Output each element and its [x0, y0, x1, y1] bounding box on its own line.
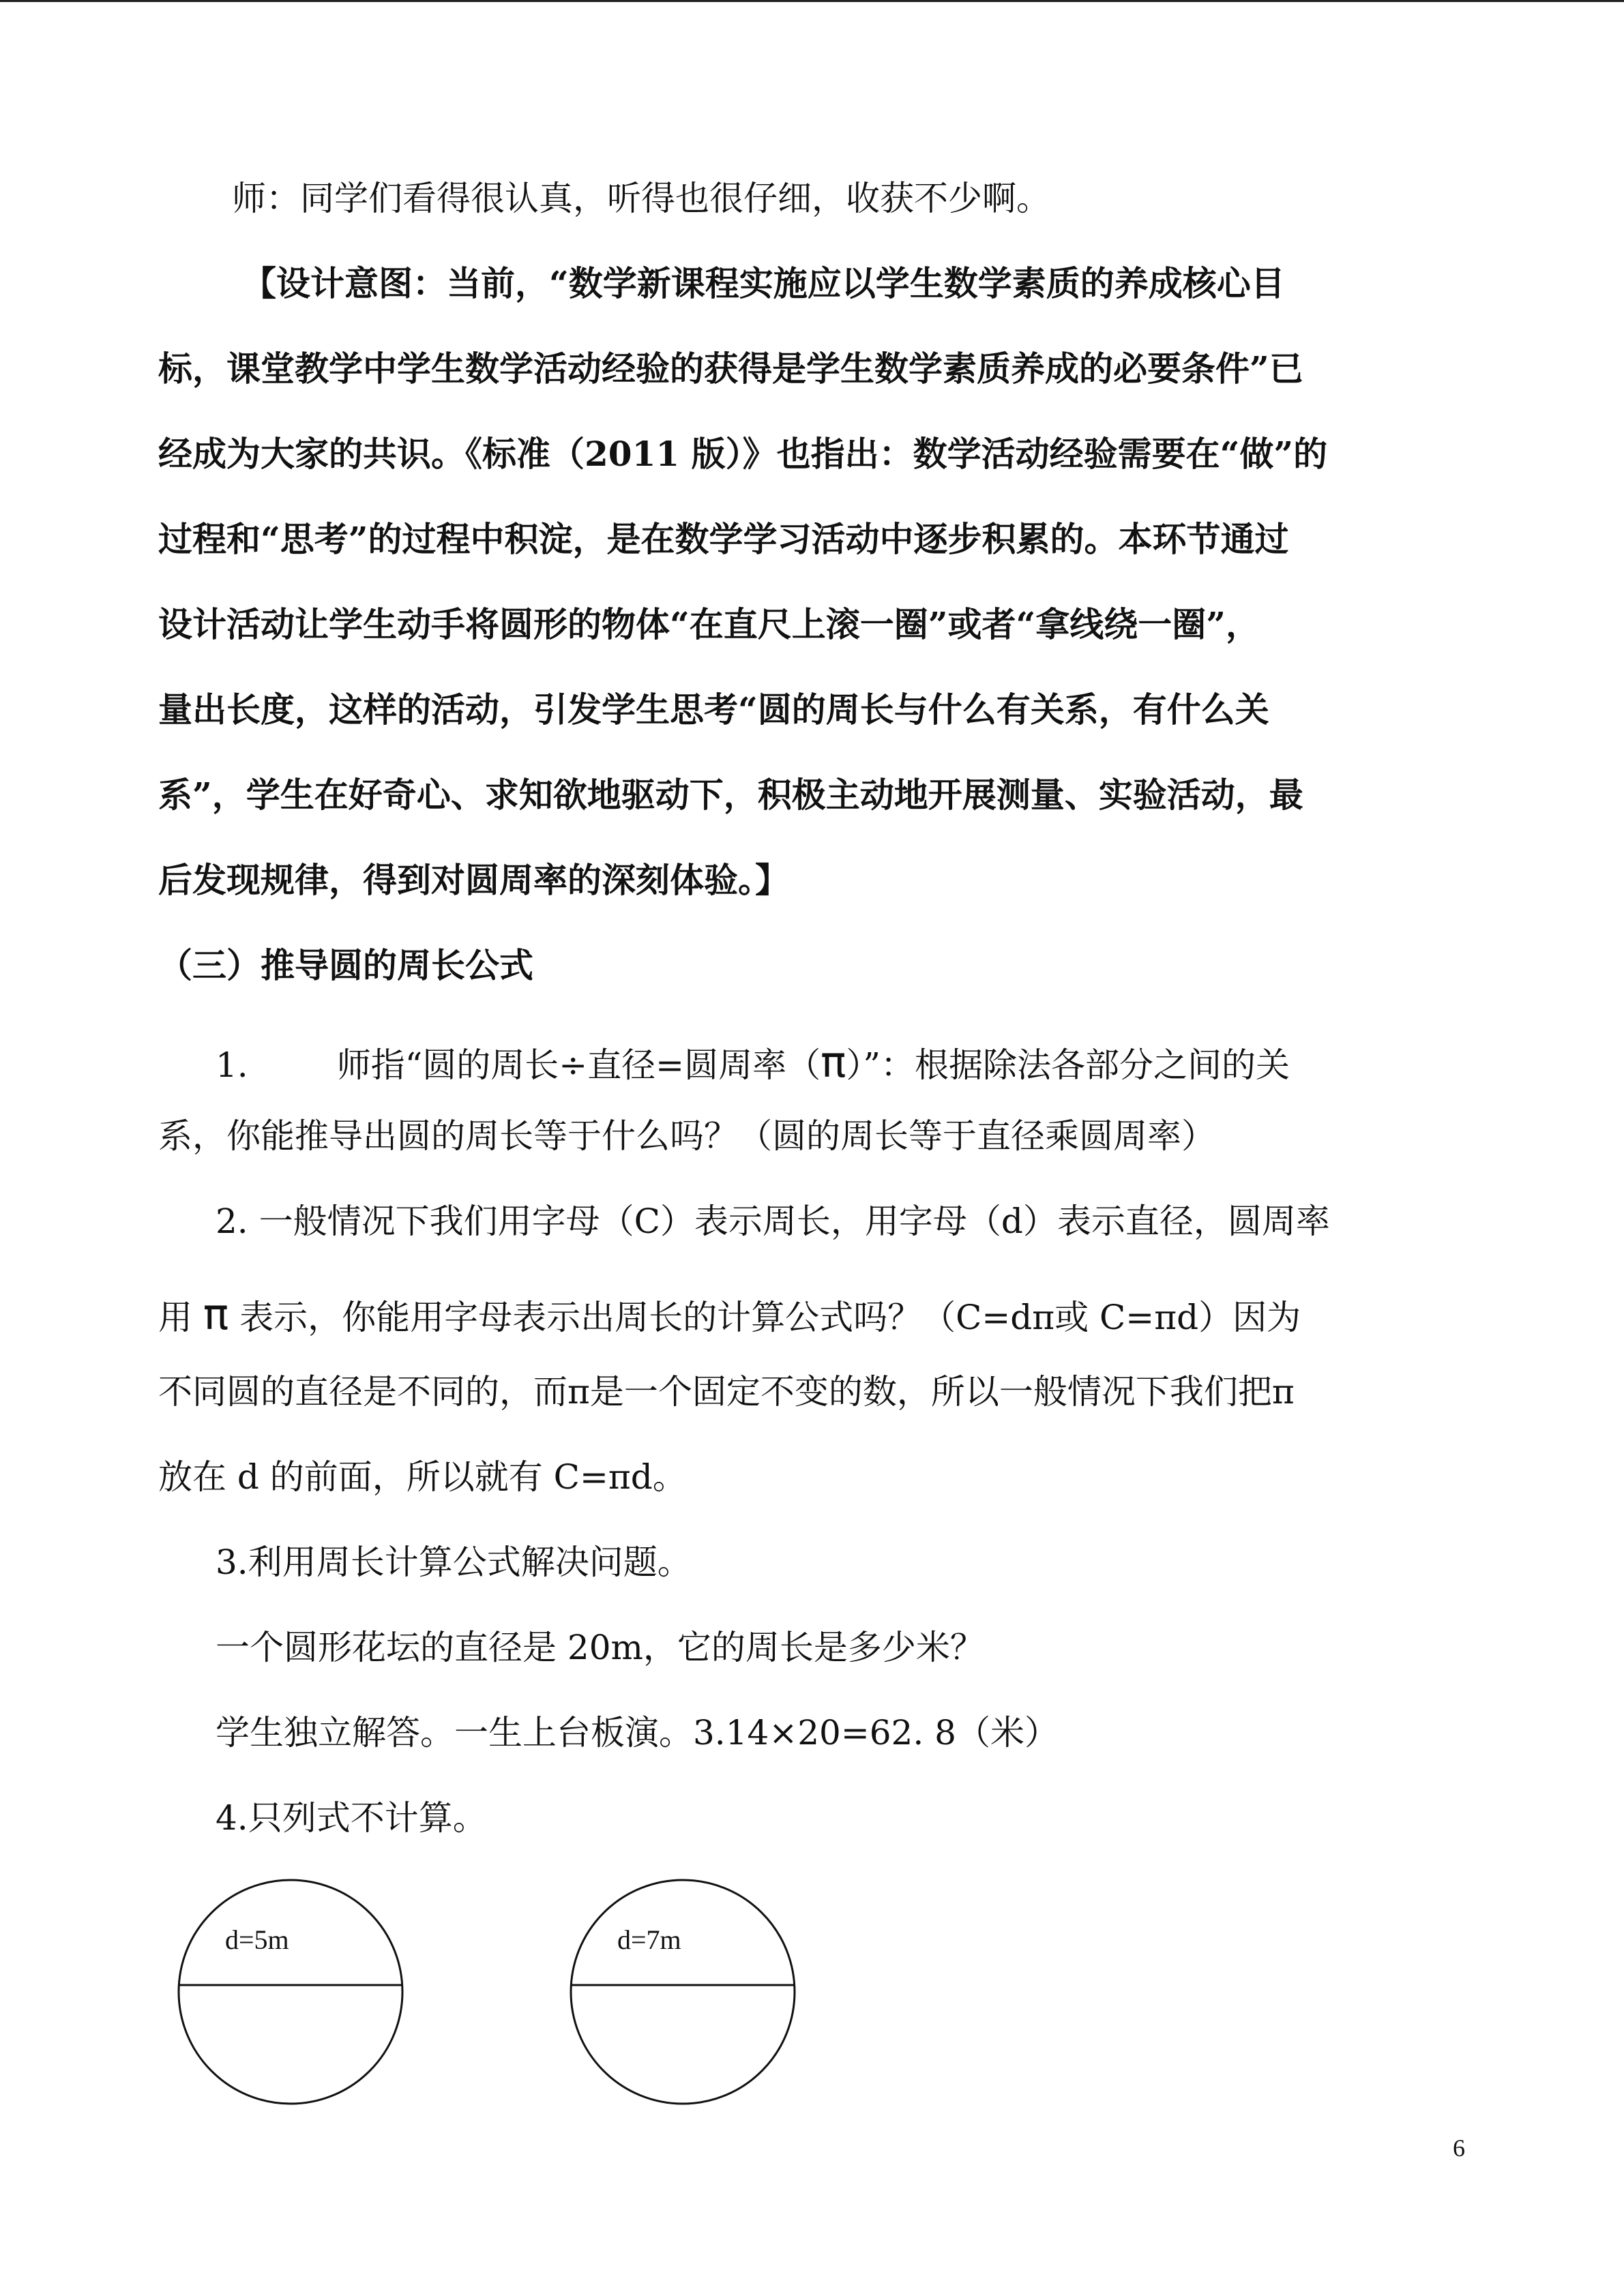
design-intent-line-1: 【设计意图：当前，“数学新课程实施应以学生数学素质的养成核心目 [242, 263, 1285, 303]
item-3-title: 3.利用周长计算公式解决问题。 [216, 1542, 692, 1582]
item-2-text-b: 表示，你能用字母表示出周长的计算公式吗？（C=dπ或 C=πd）因为 [239, 1298, 1301, 1337]
item-2-line-1: 2. 一般情况下我们用字母（C）表示周长，用字母（d）表示直径，圆周率 [216, 1202, 1330, 1241]
pi-symbol: π [821, 1037, 846, 1087]
item-2-text-a: 用 [158, 1298, 192, 1337]
item-2-line-2 [158, 1289, 1495, 1339]
design-intent-line-8: 后发现规律，得到对圆周率的深刻体验。】 [158, 860, 789, 900]
page-number: 6 [1453, 2134, 1465, 2162]
item-1-number: 1. [216, 1045, 248, 1085]
item-1-line-2: 系，你能推导出圆的周长等于什么吗？（圆的周长等于直径乘圆周率） [158, 1116, 1215, 1156]
item-1-text-a: 师指“圆的周长÷直径=圆周率（ [336, 1045, 821, 1085]
design-intent-line-2: 标，课堂教学中学生数学活动经验的获得是学生数学素质养成的必要条件”已 [158, 348, 1303, 389]
circle-1-shape [176, 1877, 405, 2106]
item-3-answer: 学生独立解答。一生上台板演。3.14×20=62. 8（米） [216, 1713, 1059, 1753]
design-intent-line-6: 量出长度，这样的活动，引发学生思考“圆的周长与什么有关系，有什么关 [158, 689, 1269, 730]
item-1-text-b: ）”：根据除法各部分之间的关 [846, 1045, 1290, 1085]
item-2-line-3: 不同圆的直径是不同的，而π是一个固定不变的数，所以一般情况下我们把π [158, 1372, 1295, 1412]
design-intent-line-4: 过程和“思考”的过程中积淀，是在数学学习活动中逐步积累的。本环节通过 [158, 519, 1289, 559]
item-4-title: 4.只列式不计算。 [216, 1798, 487, 1838]
pi-symbol: π [203, 1289, 229, 1339]
diameter-label-2: d=7m [617, 1924, 681, 1955]
circle-2-shape [568, 1877, 797, 2106]
item-1-line-1 [216, 1037, 1498, 1087]
diameter-label-1: d=5m [225, 1924, 289, 1955]
design-intent-line-3: 经成为大家的共识。《标准（2011 版）》也指出：数学活动经验需要在“做”的 [158, 434, 1328, 474]
section-heading: （三）推导圆的周长公式 [158, 945, 533, 985]
circle-diagram-1 [176, 1877, 405, 2106]
design-intent-line-7: 系”，学生在好奇心、求知欲地驱动下，积极主动地开展测量、实验活动，最 [158, 775, 1303, 815]
design-intent-line-5: 设计活动让学生动手将圆形的物体“在直尺上滚一圈”或者“拿线绕一圈”， [158, 604, 1260, 644]
teacher-remark: 师：同学们看得很认真，听得也很仔细，收获不少啊。 [232, 179, 1050, 218]
item-3-problem: 一个圆形花坛的直径是 20m，它的周长是多少米？ [216, 1628, 984, 1667]
circle-diagram-2 [568, 1877, 797, 2106]
item-2-line-4: 放在 d 的前面，所以就有 C=πd。 [158, 1457, 687, 1497]
